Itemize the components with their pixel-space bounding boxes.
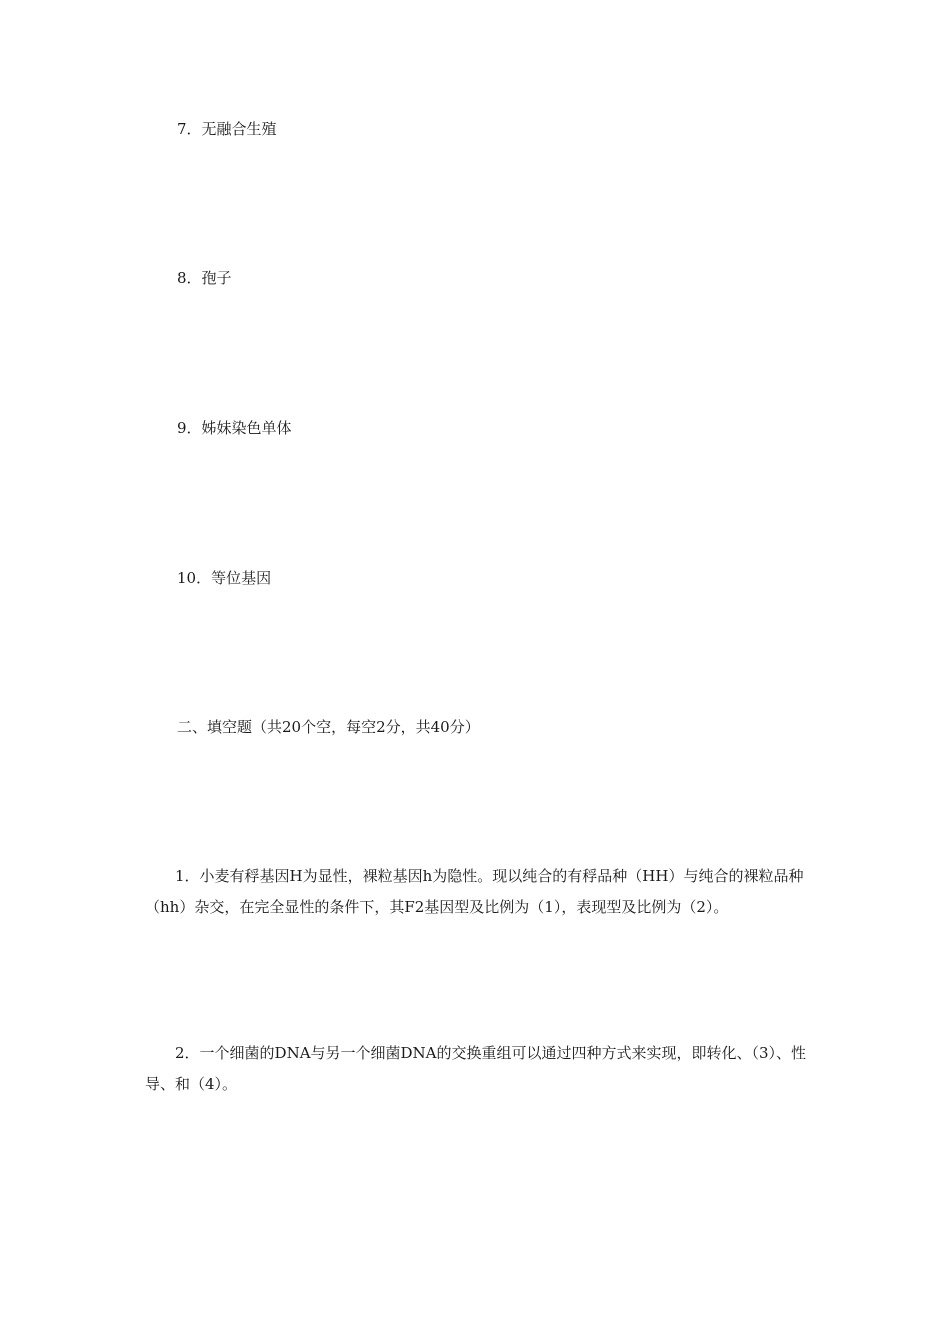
term-text: 姊妹染色单体 bbox=[201, 419, 292, 437]
term-item-10 bbox=[177, 568, 271, 588]
term-text: 孢子 bbox=[201, 269, 232, 287]
term-number: 7． bbox=[177, 120, 202, 138]
question-1: 1．小麦有稃基因H为显性，裸粒基因h为隐性。现以纯合的有稃品种（HH）与纯合的裸粒品种（hh）杂交，在完全显性的条件下，其F2基因型及比例为（1），表现型及比例为（2）。 bbox=[145, 867, 804, 916]
term-item-8 bbox=[177, 268, 232, 288]
term-text: 等位基因 bbox=[211, 569, 272, 587]
term-number: 8． bbox=[177, 269, 202, 287]
section-heading-fill-in: 二、填空题（共20个空，每空2分，共40分） bbox=[177, 718, 480, 736]
term-item-9 bbox=[177, 418, 292, 438]
term-number: 10． bbox=[177, 569, 212, 587]
question-2: 2．一个细菌的DNA与另一个细菌DNA的交换重组可以通过四种方式来实现，即转化、（3）、性导、和（4）。 bbox=[145, 1044, 807, 1093]
term-text: 无融合生殖 bbox=[201, 120, 277, 138]
term-number: 9． bbox=[177, 419, 202, 437]
term-item-7 bbox=[177, 119, 277, 139]
